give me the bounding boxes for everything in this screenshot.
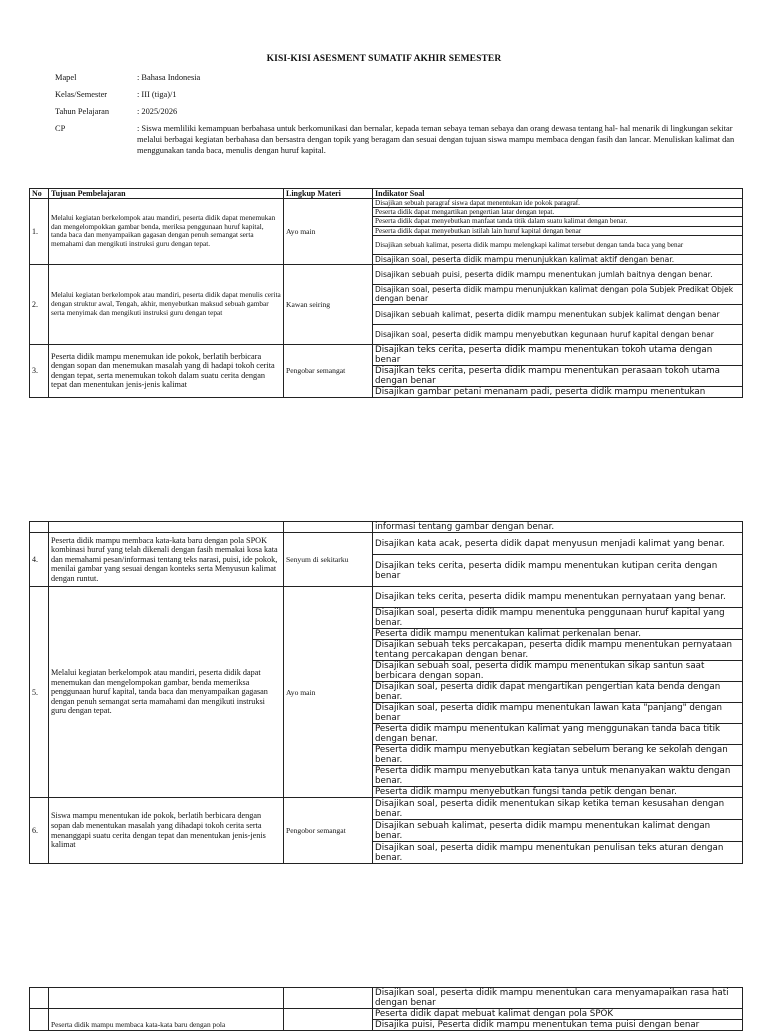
kisi-table-page-3 (29, 987, 743, 1031)
row-tujuan: Peserta didik mampu membaca kata-kata baru dengan pola (49, 1009, 284, 1031)
row-tujuan: Siswa mampu menentukan ide pokok, berlatih berbicara dengan sopan dab menentukan masalah yang dihadapi tokoh cerita serta menanggapi suatu cerita dengan tepat dan menentukan jenis-jenis kalimat (49, 798, 284, 864)
indikator-cell: Disajikan soal, peserta didik dapat mengartikan pengertian kata benda dengan benar. (373, 682, 743, 703)
indikator-cell: Disajikan soal, peserta didik mampu menentuka penggunaan huruf kapital yang benar. (373, 608, 743, 629)
table-row (30, 199, 743, 208)
meta-value: : III (tiga)/1 (137, 90, 177, 99)
kisi-table-page-2 (29, 521, 743, 864)
row-number (30, 988, 49, 1009)
meta-value: : Bahasa Indonesia (137, 73, 201, 82)
meta-label: Mapel (55, 73, 77, 82)
row-tujuan: Melalui kegiatan berkelompok atau mandiri, peserta didik dapat menulis cerita dengan struktur awal, Tengah, akhir, menyebutkan maksud sebuah gambar serta menyimak dan mengikuti instruksi guru dengan tepat (49, 264, 284, 344)
indikator-cell: Disajikan soal, peserta didik menentukan sikap ketika teman kesusahan dengan benar. (373, 798, 743, 820)
row-lingkup (284, 1009, 373, 1031)
indikator-cell: Disajikan kata acak, peserta didik dapat menyusun menjadi kalimat yang benar. (373, 533, 743, 555)
row-number (30, 1009, 49, 1031)
table-header-row (30, 189, 743, 199)
indikator-cell: Disajikan sebuah soal, peserta didik mampu menentukan sikap santun saat berbicara dengan sopan. (373, 661, 743, 682)
row-number: 4. (30, 533, 49, 587)
row-lingkup: Ayo main (284, 587, 373, 798)
row-number: 3. (30, 344, 49, 397)
meta-label: Kelas/Semester (55, 90, 108, 99)
cp-text: : Siswa memliliki kemampuan berbahasa untuk berkomunikasi dan bernalar, kepada teman sebaya teman sebaya dan orang dewasa tentang hal- hal menarik di lingkungan sekitar melalui berbagai kegiatan berbahasa dan bersastra dengan topik yang beragam dan sesuai dengan tujuan siswa mampu membaca dengan fasih dan lancar. Menuliskan kalimat dan menggunakan tanda baca, menulis dengan huruf kapital. (137, 124, 735, 156)
row-lingkup: Kawan seiring (284, 264, 373, 344)
row-tujuan: Peserta didik mampu menemukan ide pokok, berlatih berbicara dengan sopan dan menemukan masalah yang di hadapi tokoh cerita dengan tepat, serta menemukan tokoh dalam suatu cerita dengan tepat dan menentukan jenis-jenis kalimat (49, 344, 284, 397)
indikator-cell: Disajikan teks cerita, peserta didik mampu menentukan perasaan tokoh utama dengan benar (373, 365, 743, 386)
table-row (30, 1009, 743, 1020)
row-lingkup: Pengobar semangat (284, 344, 373, 397)
row-lingkup: Pengobor semangat (284, 798, 373, 864)
indikator-cell: Peserta didik mampu menentukan kalimat perkenalan benar. (373, 629, 743, 640)
table-row (30, 587, 743, 608)
indikator-cell: Disajikan teks cerita, peserta didik mampu menentukan pernyataan yang benar. (373, 587, 743, 608)
row-tujuan: Peserta didik mampu membaca kata-kata baru dengan pola SPOK kombinasi huruf yang telah dikenali dengan fasih memakai kosa kata dan memahami pesan/informasi tentang teks narasi, puisi, ide pokok, menilai gambar yang sesuai dengan konteks serta Menyusun kalimat dengan runtut. (49, 533, 284, 587)
meta-value: : 2025/2026 (137, 107, 178, 116)
indikator-cell: Peserta didik dapat menyebutkan manfaat tanda titik dalam suatu kalimat dengan benar. (373, 217, 743, 226)
indikator-cell: informasi tentang gambar dengan benar. (373, 522, 743, 533)
row-number: 6. (30, 798, 49, 864)
row-tujuan: Melalui kegiatan berkelompok atau mandiri, peserta didik dapat menemukan dan mengelompokkan gambar benda, meriksa penggunaan huruf kapital, tanda baca dan menyampaikan gagasan dengan penuh semangat serta memahami dan mengikuti instruksi guru dengan tepat. (49, 199, 284, 265)
indikator-cell: Peserta didik dapat mengartikan pengertian latar dengan tepat. (373, 208, 743, 217)
table-row (30, 522, 743, 533)
table-row (30, 798, 743, 820)
indikator-cell: Disajikan soal, peserta didik mampu menentukan penulisan teks aturan dengan benar. (373, 842, 743, 864)
indikator-cell: Peserta didik dapat menyebutkan istilah lain huruf kapital dengan benar (373, 226, 743, 235)
row-tujuan: Melalui kegiatan berkelompok atau mandiri, peserta didik dapat menemukan dan mengelompokan gambar, benda memeriksa penggunaan huruf kapital, tanda baca dan menyampaikan gagasan dengan penuh semangat serta mamahami dan mengikuti instruksi guru dengan tepat. (49, 587, 284, 798)
document-title: KISI-KISI ASESMENT SUMATIF AKHIR SEMESTER (266, 54, 502, 64)
row-tujuan (49, 988, 284, 1009)
indikator-cell: Disajikan sebuah kalimat, peserta didik mampu menentukan kalimat dengan benar. (373, 820, 743, 842)
header-indikator: Indikator Soal (373, 189, 743, 199)
meta-label: Tahun Pelajaran (55, 107, 110, 116)
indikator-cell: Disajikan teks cerita, peserta didik mampu menentukan tokoh utama dengan benar (373, 344, 743, 365)
meta-row-kelas (55, 89, 745, 100)
indikator-cell: Disajikan gambar petani menanam padi, peserta didik mampu menentukan (373, 386, 743, 397)
indikator-cell: Disajikan soal, peserta didik mampu menentukan cara menyamapaikan rasa hati dengan benar (373, 988, 743, 1009)
header-no: No (30, 189, 49, 199)
header-tujuan: Tujuan Pembelajaran (49, 189, 284, 199)
row-tujuan (49, 522, 284, 533)
indikator-cell: Disajikan soal, peserta didik mampu menunjukkan kalimat dengan pola Subjek Predikat Objek dengan benar (373, 284, 743, 304)
row-lingkup: Ayo main (284, 199, 373, 265)
kisi-table-page-1 (29, 188, 743, 398)
indikator-cell: Disajikan sebuah paragraf siswa dapat menentukan ide pokok paragraf. (373, 199, 743, 208)
row-lingkup (284, 522, 373, 533)
indikator-cell: Peserta didik dapat mebuat kalimat dengan pola SPOK (373, 1009, 743, 1020)
indikator-cell: Disajikan teks cerita, peserta didik mampu menentukan kutipan cerita dengan benar (373, 555, 743, 587)
indikator-cell: Disajikan sebuah kalimat, peserta didik mampu melengkapi kalimat tersebut dengan tanda baca yang benar (373, 235, 743, 254)
indikator-cell: Disajikan sebuah teks percakapan, peserta didik mampu menentukan pernyataan tentang percakapan dengan benar. (373, 640, 743, 661)
table-row (30, 988, 743, 1009)
row-number: 2. (30, 264, 49, 344)
row-lingkup: Senyum di sekitarku (284, 533, 373, 587)
table-row (30, 344, 743, 365)
meta-row-mapel (55, 72, 745, 83)
row-number: 1. (30, 199, 49, 265)
indikator-cell: Peserta didik mampu menyebutkan kegiatan sebelum berang ke sekolah dengan benar. (373, 745, 743, 766)
indikator-cell: Disajikan sebuah kalimat, peserta didik mampu menentukan subjek kalimat dengan benar (373, 304, 743, 324)
meta-row-cp (55, 123, 745, 157)
indikator-cell: Disajikan soal, peserta didik mampu menentukan lawan kata "panjang" dengan benar (373, 703, 743, 724)
table-row (30, 533, 743, 555)
indikator-cell: Disajikan soal, peserta didik mampu menunjukkan kalimat aktif dengan benar. (373, 254, 743, 264)
meta-row-tahun (55, 106, 745, 117)
header-lingkup: Lingkup Materi (284, 189, 373, 199)
indikator-cell: Peserta didik mampu menyebutkan fungsi tanda petik dengan benar. (373, 787, 743, 798)
row-lingkup (284, 988, 373, 1009)
indikator-cell: Disajika puisi, Peserta didik mampu menentukan tema puisi dengan benar (373, 1020, 743, 1031)
indikator-cell: Disajikan soal, peserta didik mampu menyebutkan kegunaan huruf kapital dengan benar (373, 324, 743, 344)
row-number: 5. (30, 587, 49, 798)
row-number (30, 522, 49, 533)
indikator-cell: Peserta didik mampu menentukan kalimat yang menggunakan tanda baca titik dengan benar. (373, 724, 743, 745)
table-row (30, 264, 743, 284)
meta-label: CP (55, 124, 66, 133)
document-meta (55, 72, 745, 163)
indikator-cell: Disajikan sebuah puisi, peserta didik mampu menentukan jumlah baitnya dengan benar. (373, 264, 743, 284)
indikator-cell: Peserta didik mampu menyebutkan kata tanya untuk menanyakan waktu dengan benar. (373, 766, 743, 787)
